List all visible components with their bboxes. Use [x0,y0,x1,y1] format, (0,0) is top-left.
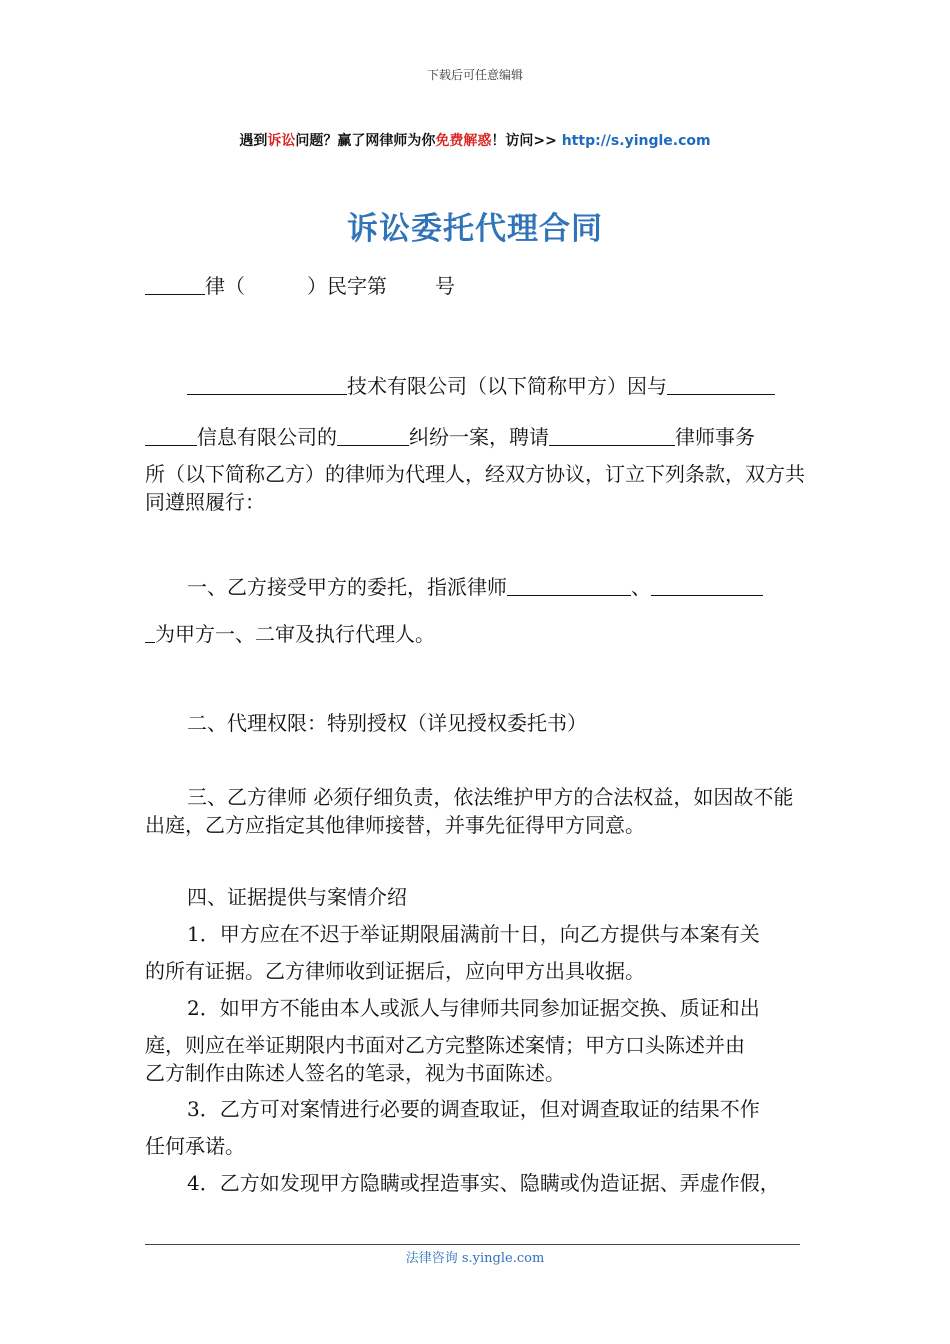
clause-4-item-1-line-2: 的所有证据。乙方律师收到证据后，应向甲方出具收据。 [145,959,645,983]
blank-field [507,573,631,596]
separator-text: 、 [631,575,651,599]
clause-4-item-4-line-1: 4．乙方如发现甲方隐瞒或捏造事实、隐瞒或伪造证据、弄虚作假， [187,1171,780,1195]
case-number-line [145,272,455,300]
blank-field [145,620,155,643]
blank-field [145,272,205,295]
document-title: 诉讼委托代理合同 [347,211,603,247]
clause-4-item-2-line-1: 2．如甲方不能由本人或派人与律师共同参加证据交换、质证和出 [187,996,760,1020]
intro-line-2 [145,423,755,451]
blank-field [337,423,409,446]
footer-link[interactable]: 法律咨询 s.yingle.com [405,1251,545,1266]
case-no-text-1: 律（ [205,274,245,298]
case-no-text-3: 号 [435,274,455,298]
clause-2: 二、代理权限：特别授权（详见授权委托书） [187,711,587,735]
clause-4-item-3-line-1: 3．乙方可对案情进行必要的调查取证，但对调查取证的结果不作 [187,1097,760,1121]
clause-1-text: 为甲方一、二审及执行代理人。 [155,622,435,646]
clause-4-heading: 四、证据提供与案情介绍 [187,885,407,909]
clause-1-line-1 [187,573,763,601]
intro-paragraph: 所（以下简称乙方）的律师为代理人，经双方协议，订立下列条款，双方共同遵照履行： [145,462,805,514]
intro-text: 信息有限公司的 [197,425,337,449]
promo-highlight-free: 免费解惑 [435,133,492,149]
clause-3: 三、乙方律师 必须仔细负责，依法维护甲方的合法权益，如因故不能出庭，乙方应指定其他律师接替，并事先征得甲方同意。 [145,785,794,837]
promo-text-1: 遇到 [239,133,268,149]
promo-banner [0,130,950,150]
intro-text: 律师事务 [675,425,755,449]
intro-text: 技术有限公司（以下简称甲方）因与 [347,374,667,398]
case-no-text-2: ）民字第 [307,274,387,298]
clause-4-item-2-line-2: 庭，则应在举证期限内书面对乙方完整陈述案情；甲方口头陈述并由 [145,1033,745,1057]
clause-1-line-2 [145,620,435,648]
top-note: 下载后可任意编辑 [426,68,523,82]
blank-field [187,372,347,395]
clause-1-text: 一、乙方接受甲方的委托，指派律师 [187,575,507,599]
blank-field [651,573,763,596]
promo-text-2: 问题？赢了网律师为你 [295,133,436,149]
clause-4-item-1-line-1: 1．甲方应在不迟于举证期限届满前十日，向乙方提供与本案有关 [187,922,760,946]
clause-4-item-2-line-3: 乙方制作由陈述人签名的笔录，视为书面陈述。 [145,1061,565,1085]
intro-line-1 [187,372,775,400]
promo-text-3: ！访问>> [491,133,562,149]
blank-field [667,372,775,395]
footer-divider [145,1244,800,1245]
intro-text: 纠纷一案，聘请 [409,425,549,449]
promo-highlight-litigation: 诉讼 [267,133,296,149]
blank-field [549,423,675,446]
blank-field [145,423,197,446]
clause-4-item-3-line-2: 任何承诺。 [145,1134,245,1158]
promo-link[interactable]: http://s.yingle.com [561,133,711,149]
